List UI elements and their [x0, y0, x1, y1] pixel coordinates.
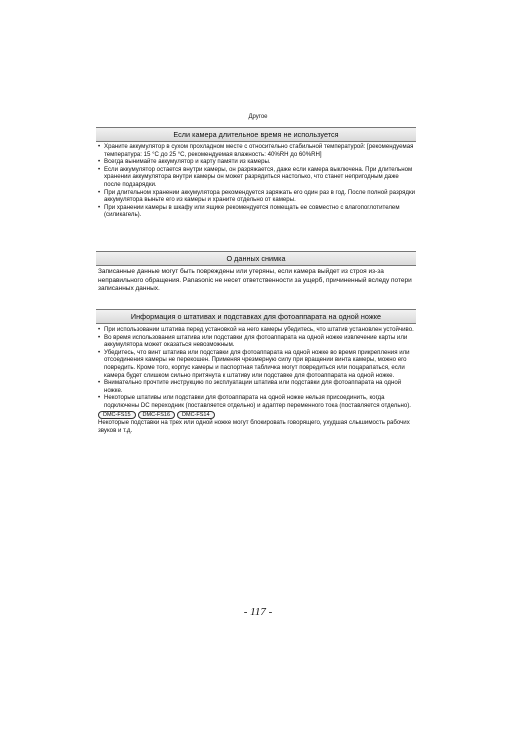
section-body-picture-data [98, 268, 416, 294]
model-badge: DMC-FS14 [177, 411, 215, 420]
page-number: - 117 - [243, 606, 273, 618]
list-item: • Всегда вынимайте аккумулятор и карту памяти из камеры. [98, 158, 416, 166]
list-item: • Храните аккумулятор в сухом прохладном месте с относительно стабильной температурой: [рекомендуемая температура: 15 °C до 25 °C, рекомендуемая влажность: 40%RH до 60%RH] [98, 143, 416, 158]
section-body-long-storage [98, 143, 416, 219]
model-badge: DMC-FS16 [138, 411, 176, 420]
section-body-tripods [98, 326, 416, 435]
picture-data-paragraph: Записанные данные могут быть повреждены или утеряны, если камера выйдет из строя из-за неправильного обращения. Panasonic не несет ответственности за ущерб, причиненный вследу потери записанных данных. [98, 268, 412, 293]
model-note: Некоторые подставки на трех или одной ножке могут блокировать говорящего, ухудшая слышимость рабочих звуков и т.д. [98, 419, 410, 434]
storage-tips-list [98, 143, 416, 219]
chapter-label: Другое [248, 114, 268, 120]
section-header-picture-data: О данных снимка [96, 251, 416, 266]
tripod-tips-list [98, 326, 416, 410]
section-header-long-storage: Если камера длительное время не используется [96, 127, 416, 142]
section-header-tripods: Информация о штативах и подставках для фотоаппарата на одной ножке [96, 309, 416, 324]
list-item: • Убедитесь, что винт штатива или подставки для фотоаппарата на одной ножке во время прикрепления или отсоединения камеры не перекошен. Применяя чрезмерную силу при вращении винта камеры, можно его повредить. Кроме того, корпус камеры и паспортная табличка могут повредиться или поцарапаться, если камера будет слишком сильно притянута к штативу или подставке для фотоаппарата на одной ножке. [98, 349, 416, 379]
list-item: • Если аккумулятор остается внутри камеры, он разряжается, даже если камера выключена. При длительном хранении аккумулятора внутри камеры он может разрядиться настолько, что станет непригодным даже после подзарядки. [98, 166, 416, 189]
list-item: • При использовании штатива перед установкой на него камеры убедитесь, что штатив установлен устойчиво. [98, 326, 416, 334]
model-badges [98, 411, 416, 420]
list-item: • Во время использования штатива или подставки для фотоаппарата на одной ножке извлечение карты или аккумулятора может оказаться невозможным. [98, 334, 416, 349]
list-item: • При длительном хранении аккумулятора рекомендуется заряжать его один раз в год. После полной разрядки аккумулятора выньте его из камеры и храните отдельно от камеры. [98, 189, 416, 204]
list-item: • При хранении камеры в шкафу или ящике рекомендуется помещать ее совместно с влагопоглотителем (силикагель). [98, 204, 416, 219]
model-badge: DMC-FS15 [98, 411, 136, 420]
list-item: • Некоторые штативы или подставки для фотоаппарата на одной ножке нельзя присоединить, когда подключены DC переходник (поставляется отдельно) и адаптер переменного тока (поставляется отдельно). [98, 394, 416, 409]
list-item: • Внимательно прочтите инструкцию по эксплуатации штатива или подставки для фотоаппарата на одной ножке. [98, 379, 416, 394]
